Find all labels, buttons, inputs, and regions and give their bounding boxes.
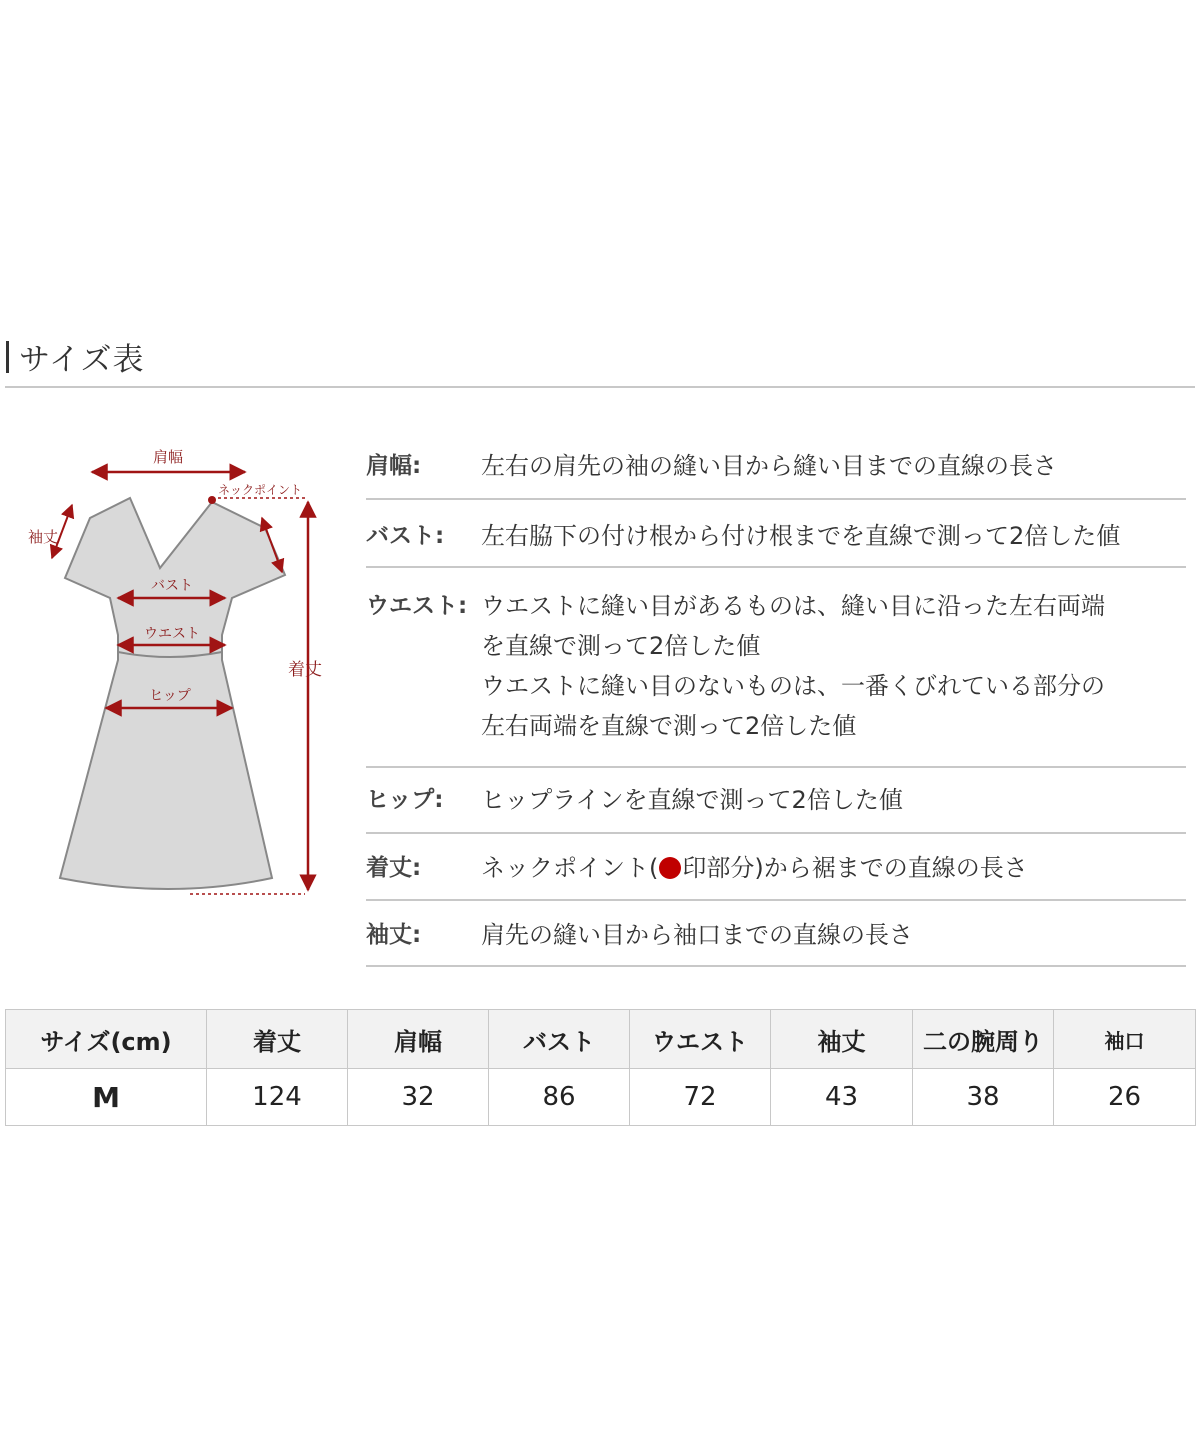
- definition-text: ネックポイント( 印部分)から裾までの直線の長さ: [481, 854, 1028, 882]
- header-shoulder: 肩幅: [348, 1010, 489, 1069]
- title-divider: [5, 386, 1195, 388]
- definition-text: 左右の肩先の袖の縫い目から縫い目までの直線の長さ: [481, 452, 1057, 480]
- section-title: [6, 334, 145, 379]
- header-sleeve: 袖丈: [771, 1010, 913, 1069]
- table-cell: 124: [207, 1069, 348, 1126]
- neck-point-marker-icon: [659, 857, 681, 879]
- definition-term: 着丈:: [366, 855, 422, 881]
- size-chart-title: サイズ表: [19, 342, 145, 378]
- waist-label: ウエスト: [144, 626, 200, 642]
- table-cell: 32: [348, 1069, 489, 1126]
- definition-row-hip: [366, 768, 1186, 834]
- definition-text: ウエストに縫い目のないものは、一番くびれている部分の: [481, 672, 1105, 700]
- table-cell: 43: [771, 1069, 913, 1126]
- definition-row-length: [366, 834, 1186, 901]
- definition-row-sleeve: [366, 901, 1186, 967]
- header-upper-arm: 二の腕周り: [913, 1010, 1054, 1069]
- table-cell: 72: [630, 1069, 771, 1126]
- table-cell: 38: [913, 1069, 1054, 1126]
- definition-text: 左右脇下の付け根から付け根までを直線で測って2倍した値: [481, 522, 1121, 550]
- table-cell: 86: [489, 1069, 630, 1126]
- definition-text: ヒップラインを直線で測って2倍した値: [481, 786, 903, 814]
- definition-text: 左右両端を直線で測って2倍した値: [481, 712, 857, 740]
- header-bust: バスト: [489, 1010, 630, 1069]
- definition-term: 肩幅:: [366, 453, 422, 479]
- header-size: サイズ(cm): [6, 1010, 207, 1069]
- definition-row-waist: [366, 568, 1186, 768]
- sleeve-label: 袖丈: [28, 528, 59, 546]
- size-table-header-row: [6, 1010, 1196, 1069]
- definition-term: バスト:: [366, 523, 445, 549]
- title-accent-bar: [6, 341, 9, 373]
- definition-text: ウエストに縫い目があるものは、縫い目に沿った左右両端: [481, 592, 1105, 620]
- size-label: M: [6, 1069, 207, 1126]
- measurement-definitions: [366, 432, 1186, 967]
- header-cuff: 袖口: [1054, 1010, 1196, 1069]
- definition-term: 袖丈:: [366, 922, 422, 948]
- definition-term: ウエスト:: [366, 593, 468, 619]
- table-row: [6, 1069, 1196, 1126]
- length-label: 着丈: [288, 660, 322, 680]
- definition-term: ヒップ:: [366, 787, 444, 813]
- definition-text: を直線で測って2倍した値: [481, 632, 761, 660]
- garment-diagram: [0, 430, 350, 930]
- size-table: [5, 1009, 1196, 1126]
- table-cell: 26: [1054, 1069, 1196, 1126]
- definition-row-shoulder: [366, 432, 1186, 500]
- definition-row-bust: [366, 500, 1186, 568]
- neck-point-label: ネックポイント: [218, 483, 303, 497]
- shoulder-label: 肩幅: [152, 448, 184, 466]
- header-length: 着丈: [207, 1010, 348, 1069]
- bust-label: バスト: [151, 578, 193, 594]
- definition-text: 肩先の縫い目から袖口までの直線の長さ: [481, 921, 913, 949]
- hip-label: ヒップ: [149, 688, 191, 704]
- header-waist: ウエスト: [630, 1010, 771, 1069]
- neck-point-dot: [208, 496, 216, 504]
